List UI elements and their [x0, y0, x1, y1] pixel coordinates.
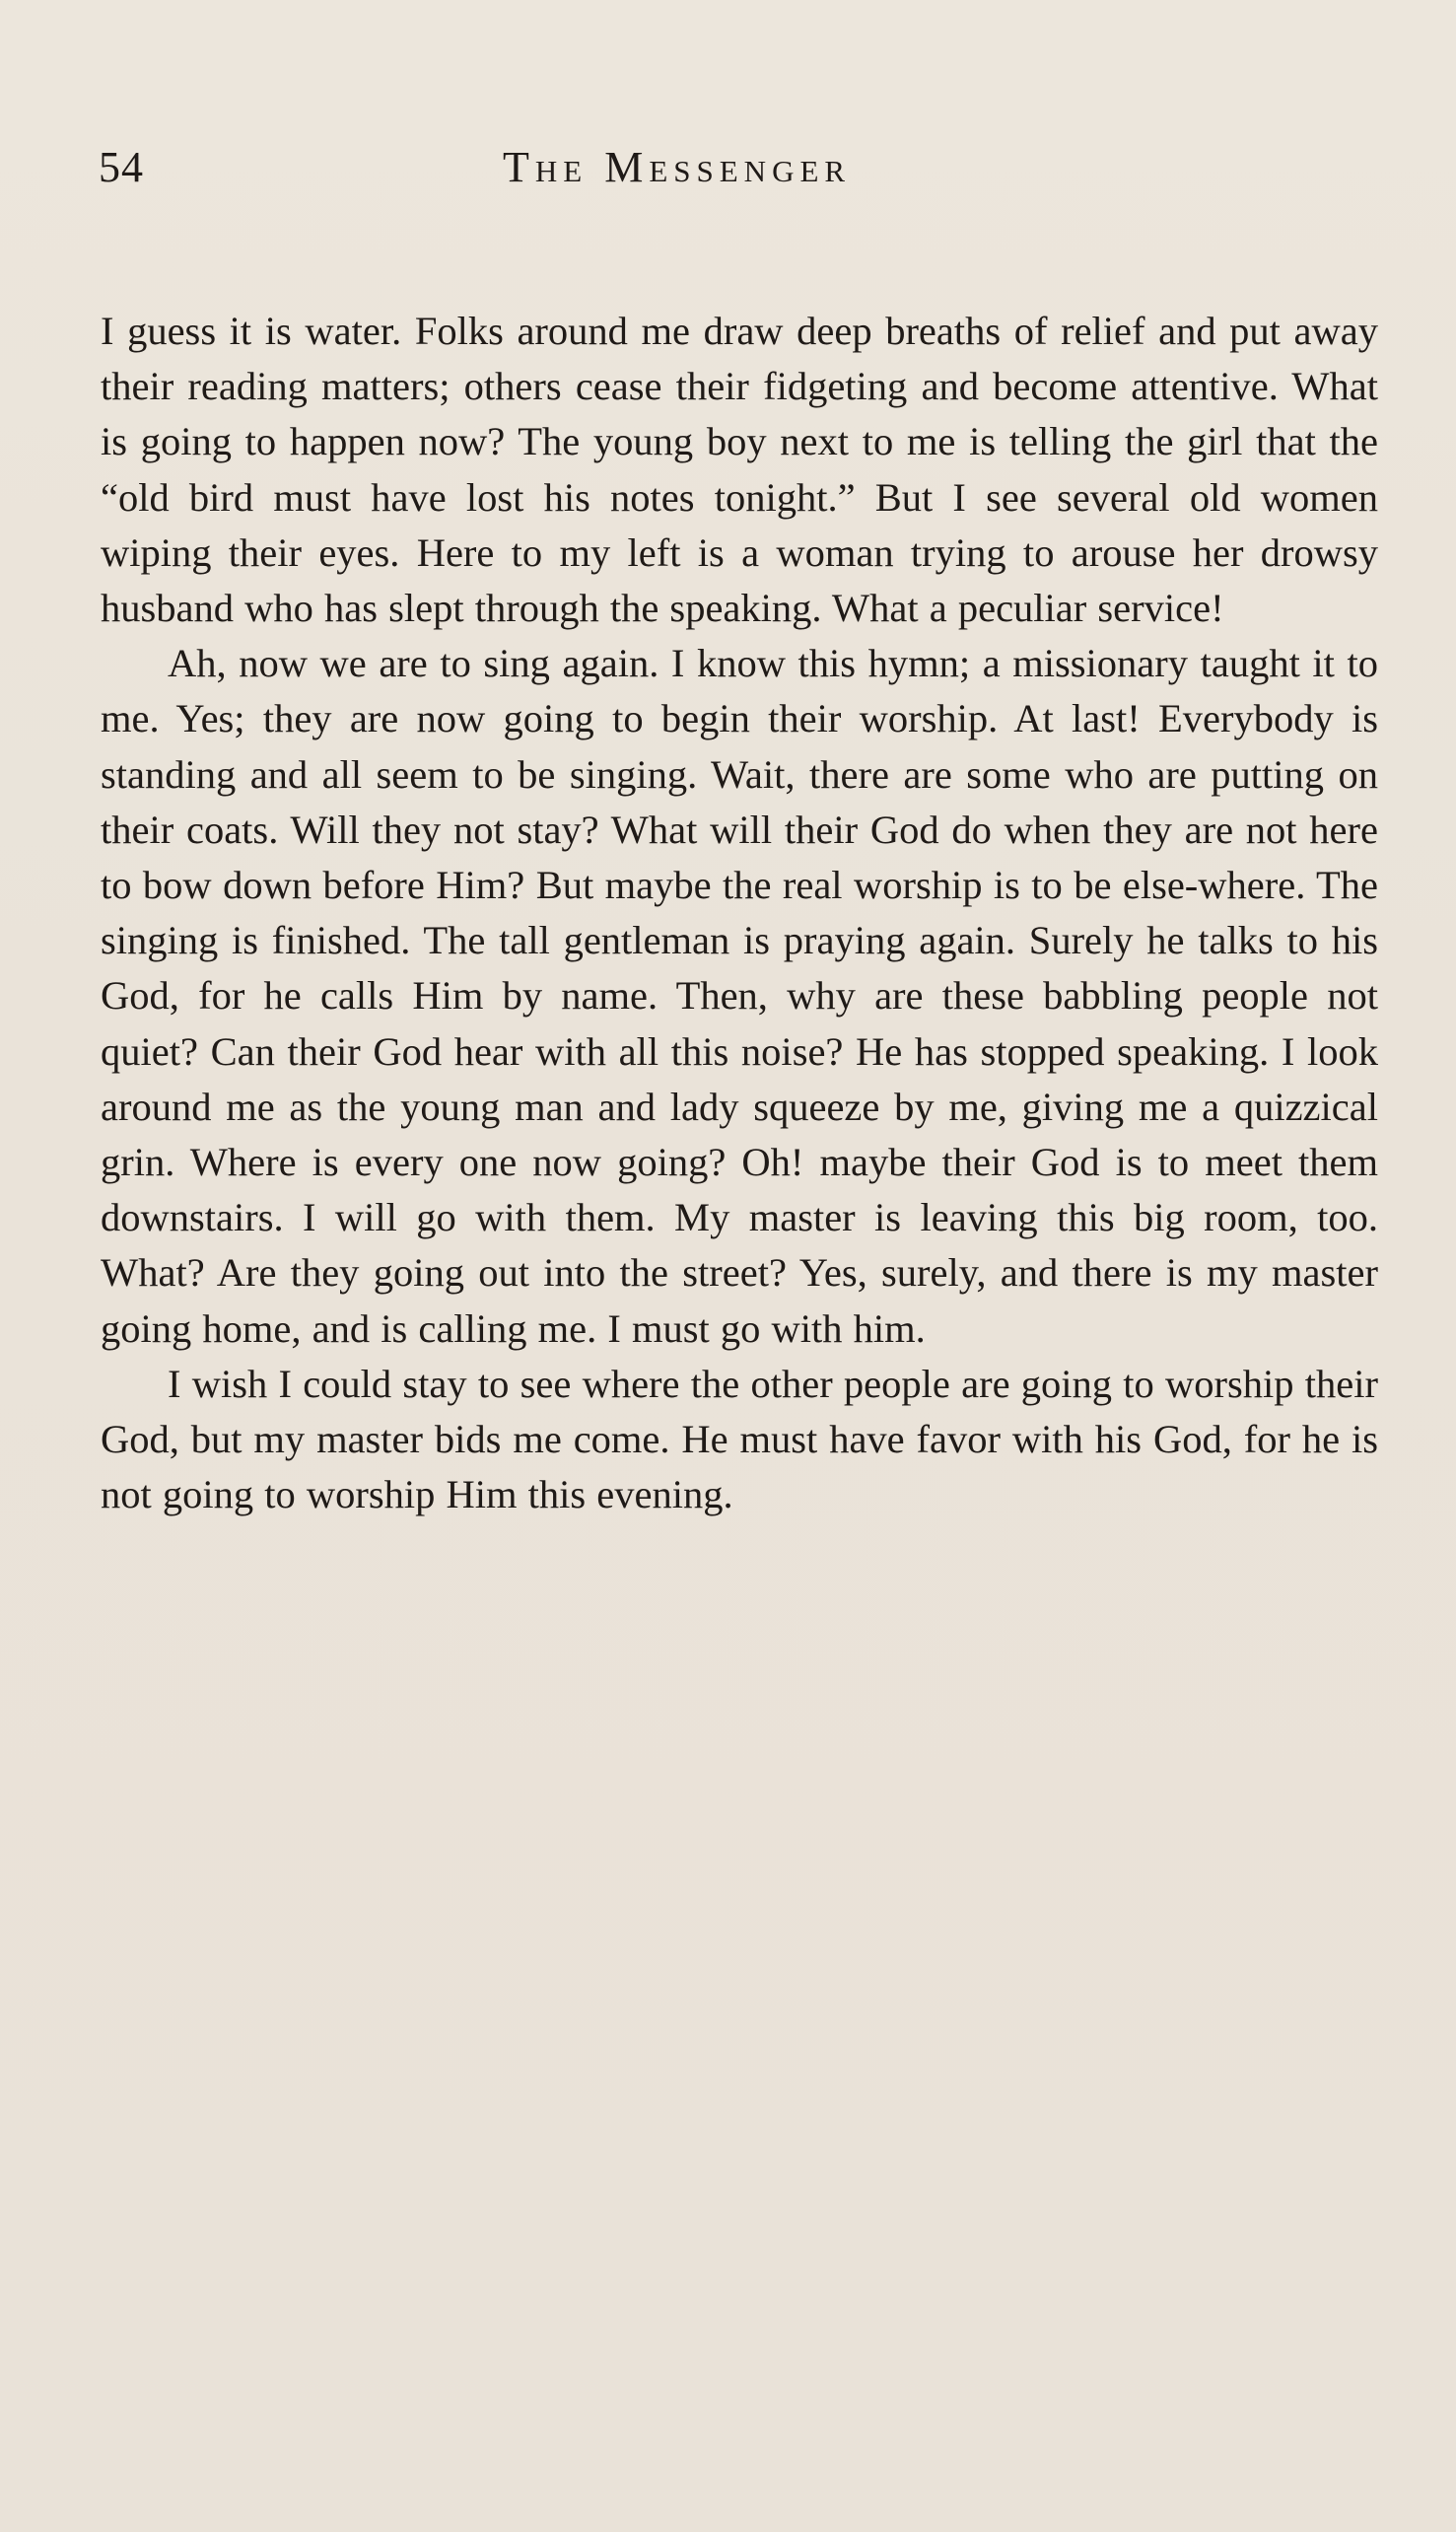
page-header: [99, 138, 1380, 197]
paragraph: Ah, now we are to sing again. I know this hymn; a missionary taught it to me. Yes; they are now going to begin their worship. At last! Everybody is standing and all seem to be singing. Wait, there are some who are putting on their coats. Will they not stay? What will their God do when they are not here to bow down before Him? But maybe the real worship is to be else-where. The singing is finished. The tall gentleman is praying again. Surely he talks to his God, for he calls Him by name. Then, why are these babbling people not quiet? Can their God hear with all this noise? He has stopped speaking. I look around me as the young man and lady squeeze by me, giving me a quizzical grin. Where is every one now going? Oh! maybe their God is to meet them downstairs. I will go with them. My master is leaving this big room, too. What? Are they going out into the street? Yes, surely, and there is my master going home, and is calling me. I must go with him.: [101, 641, 1378, 1351]
paragraph: I wish I could stay to see where the other people are going to worship their God, but my master bids me come. He must have favor with his God, for he is not going to worship Him this evening.: [101, 1361, 1378, 1517]
running-head: The Messenger: [503, 143, 852, 191]
paragraph: I guess it is water. Folks around me draw deep breaths of relief and put away their reading matters; others cease their fidgeting and become attentive. What is going to happen now? The young boy next to me is telling the girl that the “old bird must have lost his notes tonight.” But I see several old women wiping their eyes. Here to my left is a woman trying to arouse her drowsy husband who has slept through the speaking. What a peculiar service!: [101, 309, 1378, 631]
body-text: [101, 304, 1378, 1522]
page-number: 54: [99, 143, 144, 191]
